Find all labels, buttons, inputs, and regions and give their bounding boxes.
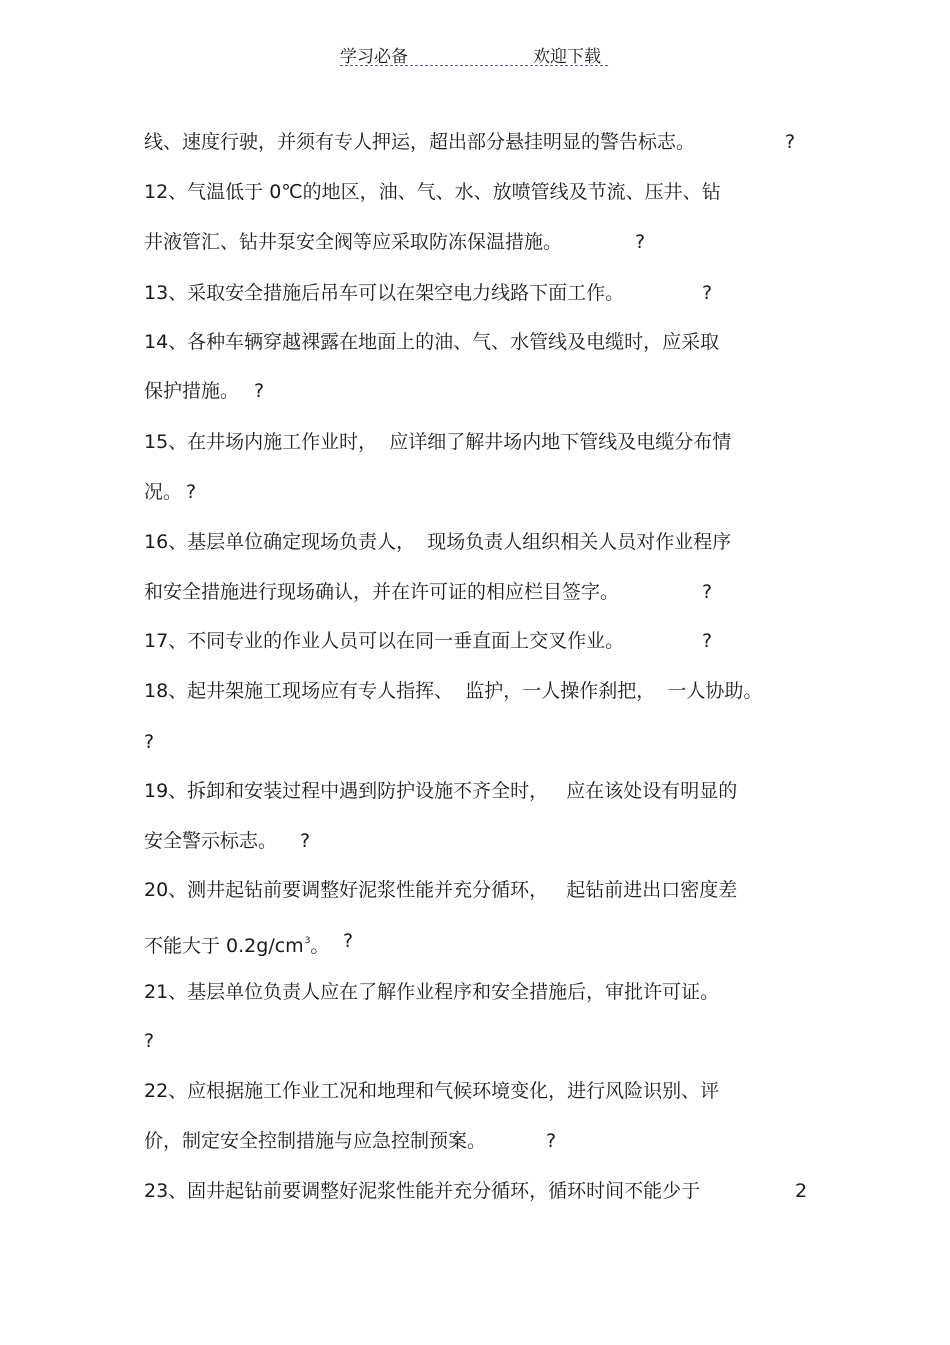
question-mark: ?	[300, 830, 311, 852]
text-line: 价，制定安全控制措施与应急控制预案。	[144, 1130, 487, 1152]
text-line: 12、气温低于 0℃的地区，油、气、水、放喷管线及节流、压井、钻	[144, 181, 721, 203]
text-line: ?	[144, 731, 155, 753]
question-mark: ?	[635, 231, 646, 253]
question-mark: ?	[546, 1130, 557, 1152]
text-line: 13、采取安全措施后吊车可以在架空电力线路下面工作。	[144, 282, 625, 304]
text-line: 14、各种车辆穿越裸露在地面上的油、气、水管线及电缆时，应采取	[144, 331, 720, 353]
question-mark: ?	[343, 930, 354, 952]
text-line: 线、速度行驶，并须有专人押运，超出部分悬挂明显的警告标志。	[144, 131, 696, 153]
question-mark: ?	[186, 481, 197, 503]
text-line: 不能大于 $0.2g/cm^3$。	[144, 935, 330, 957]
text-line: 安全警示标志。	[144, 830, 278, 852]
text-line: 保护措施。	[144, 380, 240, 402]
text-line: 23、固井起钻前要调整好泥浆性能并充分循环，循环时间不能少于	[144, 1180, 701, 1202]
text-line: 况。	[144, 481, 183, 503]
header-left-text: 学习必备	[340, 47, 408, 67]
text-line: ?	[144, 1030, 155, 1052]
superscript-exponent: 3	[304, 936, 311, 946]
question-mark: ?	[785, 131, 796, 153]
text-line: 和安全措施进行现场确认，并在许可证的相应栏目签字。	[144, 581, 620, 603]
question-mark: ?	[702, 630, 713, 652]
question-mark: ?	[702, 581, 713, 603]
question-mark: ?	[254, 380, 265, 402]
question-mark: ?	[702, 282, 713, 304]
text-line: 22、应根据施工作业工况和地理和气候环境变化，进行风险识别、评	[144, 1080, 720, 1102]
text-line: 20、测井起钻前要调整好泥浆性能并充分循环， 起钻前进出口密度差	[144, 879, 738, 901]
text-line: 15、在井场内施工作业时， 应详细了解井场内地下管线及电缆分布情	[144, 431, 732, 453]
page-header	[340, 40, 610, 66]
text-line: 17、不同专业的作业人员可以在同一垂直面上交叉作业。	[144, 630, 625, 652]
trailing-number: 2	[795, 1180, 808, 1202]
header-divider	[340, 65, 608, 66]
text-line: 18、起井架施工现场应有专人指挥、 监护，一人操作刹把， 一人协助。	[144, 680, 763, 702]
text-line: 19、拆卸和安装过程中遇到防护设施不齐全时， 应在该处设有明显的	[144, 780, 738, 802]
text-line: 井液管汇、钻井泵安全阀等应采取防冻保温措施。	[144, 231, 563, 253]
text-line: 16、基层单位确定现场负责人， 现场负责人组织相关人员对作业程序	[144, 531, 732, 553]
text-line: 21、基层单位负责人应在了解作业程序和安全措施后，审批许可证。	[144, 981, 720, 1003]
header-right-text: 欢迎下载	[533, 47, 601, 67]
